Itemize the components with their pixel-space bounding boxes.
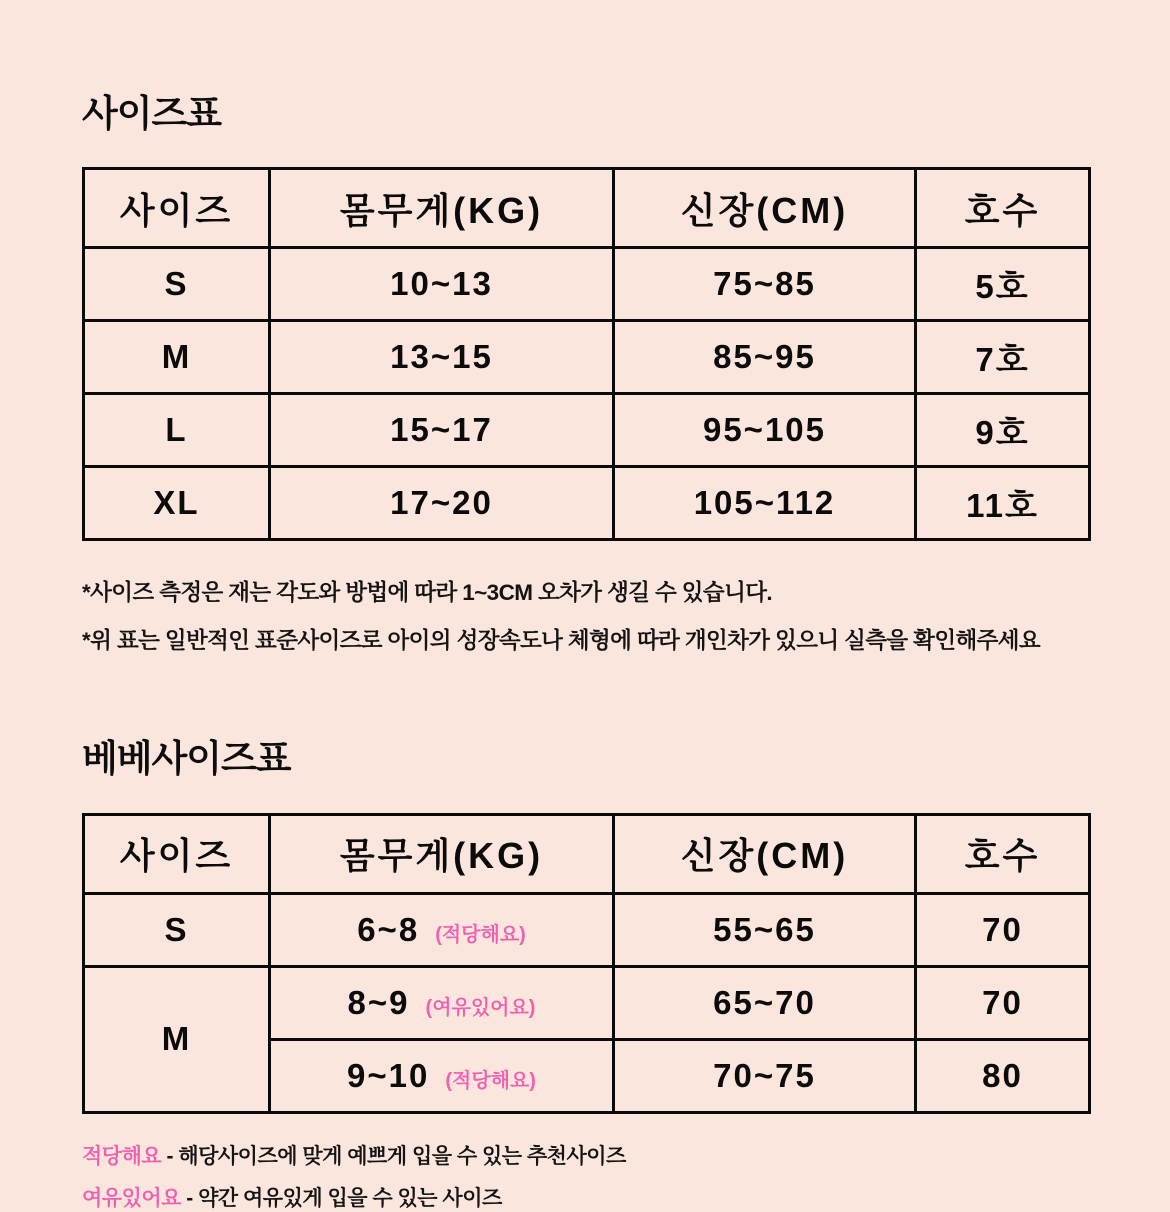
legend-key-fit: 적당해요 xyxy=(82,1144,162,1168)
size-guide-page xyxy=(0,31,1170,1210)
cell-height: 95~105 xyxy=(614,394,916,467)
bebe-size-table xyxy=(82,813,1091,1114)
cell-number: 80 xyxy=(916,1039,1090,1112)
column-header-height: 신장(CM) xyxy=(614,814,916,893)
cell-weight: 15~17 xyxy=(270,394,614,467)
legend-block xyxy=(82,1140,1088,1212)
cell-height: 85~95 xyxy=(614,321,916,394)
legend-text-fit: - 해당사이즈에 맞게 예쁘게 입을 수 있는 추천사이즈 xyxy=(161,1144,626,1168)
cell-weight-value: 6~8 xyxy=(357,910,420,948)
cell-number: 5호 xyxy=(916,248,1090,321)
cell-size: M xyxy=(84,321,270,394)
column-header-number: 호수 xyxy=(916,814,1090,893)
note-standard-size: *위 표는 일반적인 표준사이즈로 아이의 성장속도나 체형에 따라 개인차가 있으니 실측을 확인해주세요 xyxy=(82,628,1040,654)
cell-weight-value: 9~10 xyxy=(347,1056,430,1094)
column-header-height: 신장(CM) xyxy=(614,169,916,248)
table-row xyxy=(84,893,1090,966)
cell-weight: 17~20 xyxy=(270,467,614,540)
notes-block xyxy=(82,575,1088,655)
table-row xyxy=(84,394,1090,467)
fit-tag: (여유있어요) xyxy=(425,996,536,1019)
cell-weight xyxy=(270,893,614,966)
cell-size: L xyxy=(84,394,270,467)
table-row xyxy=(84,321,1090,394)
legend-item-loose xyxy=(82,1182,1088,1212)
cell-size: XL xyxy=(84,467,270,540)
cell-height: 65~70 xyxy=(614,966,916,1039)
cell-height: 75~85 xyxy=(614,248,916,321)
cell-number: 9호 xyxy=(916,394,1090,467)
table-row xyxy=(84,467,1090,540)
column-header-weight: 몸무게(KG) xyxy=(270,169,614,248)
cell-size: S xyxy=(84,248,270,321)
table-row xyxy=(84,966,1090,1039)
fit-tag: (적당해요) xyxy=(435,923,526,946)
legend-item-fit xyxy=(82,1140,1088,1170)
column-header-weight: 몸무게(KG) xyxy=(270,814,614,893)
legend-text-loose: - 약간 여유있게 입을 수 있는 사이즈 xyxy=(180,1186,502,1210)
table-header-row xyxy=(84,814,1090,893)
cell-weight xyxy=(270,966,614,1039)
cell-number: 11호 xyxy=(916,467,1090,540)
column-header-size: 사이즈 xyxy=(84,169,270,248)
column-header-size: 사이즈 xyxy=(84,814,270,893)
cell-height: 55~65 xyxy=(614,893,916,966)
cell-weight xyxy=(270,1039,614,1112)
cell-size: S xyxy=(84,893,270,966)
bebe-size-table-title: 베베사이즈표 xyxy=(82,738,291,780)
legend-key-loose: 여유있어요 xyxy=(82,1186,181,1210)
cell-weight: 13~15 xyxy=(270,321,614,394)
cell-size: M xyxy=(84,966,270,1112)
cell-height: 70~75 xyxy=(614,1039,916,1112)
fit-tag: (적당해요) xyxy=(445,1069,536,1092)
cell-number: 70 xyxy=(916,966,1090,1039)
cell-number: 70 xyxy=(916,893,1090,966)
note-measurement-tolerance: *사이즈 측정은 재는 각도와 방법에 따라 1~3CM 오차가 생길 수 있습니다. xyxy=(82,580,772,606)
column-header-number: 호수 xyxy=(916,169,1090,248)
kids-size-table xyxy=(82,167,1091,541)
cell-number: 7호 xyxy=(916,321,1090,394)
table-header-row xyxy=(84,169,1090,248)
cell-height: 105~112 xyxy=(614,467,916,540)
table-row xyxy=(84,248,1090,321)
size-table-title: 사이즈표 xyxy=(82,92,221,134)
cell-weight-value: 8~9 xyxy=(347,983,410,1021)
cell-weight: 10~13 xyxy=(270,248,614,321)
